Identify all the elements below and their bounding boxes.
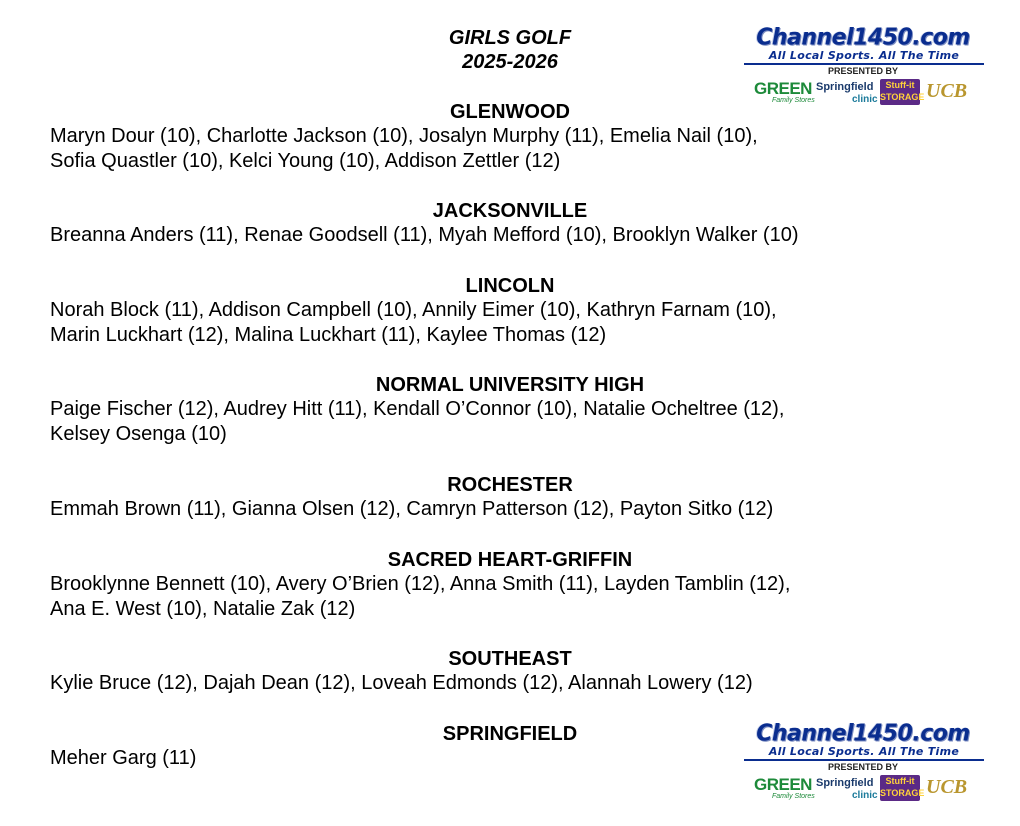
team-name: NORMAL UNIVERSITY HIGH <box>375 374 645 396</box>
springfield-clinic-sub: clinic <box>852 94 878 105</box>
team-roster <box>48 671 870 696</box>
stuff-it-storage-logo: Stuff-it STORAGE <box>880 79 920 105</box>
team-section-normal-university-high <box>48 373 972 447</box>
team-roster <box>48 746 870 771</box>
green-stores-logo: GREEN <box>754 775 812 794</box>
springfield-clinic-logo: Springfield <box>816 777 874 789</box>
team-section-glenwood <box>48 100 972 174</box>
roster-line: Kelsey Osenga (10) <box>50 423 227 445</box>
team-name: JACKSONVILLE <box>432 200 588 222</box>
team-roster <box>48 572 870 622</box>
team-roster <box>48 223 870 248</box>
team-roster <box>48 124 870 174</box>
logo-tagline: All Local Sports. All The Time <box>744 50 984 65</box>
team-roster <box>48 298 870 348</box>
ucb-logo: UCB <box>926 80 968 102</box>
team-name: ROCHESTER <box>447 474 573 496</box>
team-name: GLENWOOD <box>450 101 570 123</box>
springfield-clinic-logo: Springfield <box>816 81 874 93</box>
roster-line: Kylie Bruce (12), Dajah Dean (12), Loveah Edmonds (12), Alannah Lowery (12) <box>50 672 753 694</box>
green-stores-sub: Family Stores <box>772 793 815 800</box>
logo-brand: Channel1450.com <box>756 24 970 51</box>
roster-line: Breanna Anders (11), Renae Goodsell (11), Myah Mefford (10), Brooklyn Walker (10) <box>50 224 799 246</box>
green-stores-sub: Family Stores <box>772 97 815 104</box>
logo-presented-by: PRESENTED BY <box>827 66 898 76</box>
team-name: SPRINGFIELD <box>442 723 578 745</box>
roster-line: Norah Block (11), Addison Campbell (10), Annily Eimer (10), Kathryn Farnam (10), <box>50 299 777 321</box>
roster-line: Brooklynne Bennett (10), Avery O’Brien (12), Anna Smith (11), Layden Tamblin (12), <box>50 573 791 595</box>
roster-line: Maryn Dour (10), Charlotte Jackson (10), Josalyn Murphy (11), Emelia Nail (10), <box>50 125 758 147</box>
roster-line: Paige Fischer (12), Audrey Hitt (11), Kendall O’Connor (10), Natalie Ocheltree (12), <box>50 398 785 420</box>
logo-presented-by: PRESENTED BY <box>827 762 898 772</box>
roster-line: Meher Garg (11) <box>50 747 197 769</box>
team-name: SOUTHEAST <box>448 648 572 670</box>
team-section-sacred-heart-griffin <box>48 548 972 622</box>
team-section-southeast <box>48 647 972 696</box>
sponsor-logos <box>754 774 984 804</box>
team-section-lincoln <box>48 274 972 348</box>
logo-tagline: All Local Sports. All The Time <box>744 746 984 761</box>
roster-line: Emmah Brown (11), Gianna Olsen (12), Camryn Patterson (12), Payton Sitko (12) <box>50 498 774 520</box>
stuff-it-storage-logo: Stuff-it STORAGE <box>880 775 920 801</box>
green-stores-logo: GREEN <box>754 79 812 98</box>
team-roster <box>48 497 870 522</box>
team-name: LINCOLN <box>465 275 555 297</box>
roster-line: Ana E. West (10), Natalie Zak (12) <box>50 598 356 620</box>
team-name: SACRED HEART-GRIFFIN <box>387 549 633 571</box>
team-roster <box>48 397 870 447</box>
roster-line: Marin Luckhart (12), Malina Luckhart (11), Kaylee Thomas (12) <box>50 324 607 346</box>
ucb-logo: UCB <box>926 776 968 798</box>
roster-line: Sofia Quastler (10), Kelci Young (10), Addison Zettler (12) <box>50 150 561 172</box>
season-label: 2025-2026 <box>462 51 558 73</box>
team-section-springfield <box>48 722 738 771</box>
springfield-clinic-sub: clinic <box>852 790 878 801</box>
team-section-rochester <box>48 473 972 522</box>
page-title: GIRLS GOLF <box>448 27 572 49</box>
team-section-jacksonville <box>48 199 972 248</box>
logo-brand: Channel1450.com <box>756 720 970 747</box>
